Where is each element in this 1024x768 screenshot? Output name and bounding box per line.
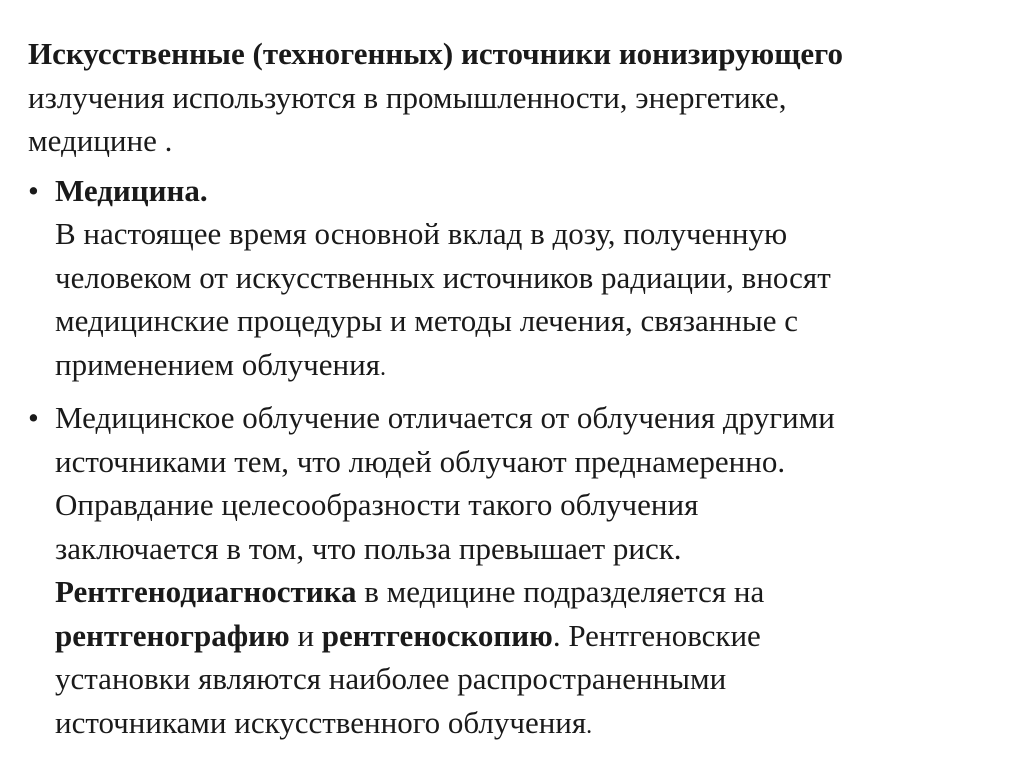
bullet1-line-4-text: применением облучения	[55, 346, 380, 382]
intro-line-2: излучения используются в промышленности, энергетике,	[28, 79, 787, 115]
intro-line-1	[28, 32, 998, 76]
bullet1-line-3: медицинские процедуры и методы лечения, связанные с	[55, 303, 798, 338]
bullet1-end-period: .	[379, 354, 386, 381]
intro-bold-lead: Искусственные (техногенных) источники ионизирующего	[28, 36, 843, 71]
medicine-heading: Медицина.	[55, 172, 208, 208]
bullet2-line-8-text: источниками искусственного облучения	[55, 704, 587, 740]
term-fluoroscopy: рентгеноскопию	[321, 617, 553, 653]
term-radiodiagnostics: Рентгенодиагностика	[55, 574, 357, 609]
bullet-item-medicine	[28, 169, 998, 391]
bullet2-line-2: источниками тем, что людей облучают преднамеренно.	[55, 443, 786, 479]
bullet-item-exposure	[28, 396, 998, 748]
bullet2-line-6-mid: и	[289, 617, 322, 653]
bullet2-line-6-rest: . Рентгеновские	[552, 617, 761, 653]
bullet-dot-icon: •	[28, 400, 39, 435]
bullet2-end-period: .	[586, 712, 593, 739]
bullet2-line-6	[55, 614, 998, 658]
bullet1-line-2: человеком от искусственных источников радиации, вносят	[55, 259, 831, 295]
bullet2-line-4: заключается в том, что польза превышает риск.	[55, 530, 682, 566]
bullet2-line-5-rest: в медицине подразделяется на	[356, 574, 765, 609]
bullet2-line-5	[55, 570, 998, 614]
slide-content	[28, 32, 998, 754]
bullet2-line-3: Оправдание целесообразности такого облучения	[55, 487, 699, 522]
bullet1-line-4	[55, 343, 998, 391]
intro-line-3: медицине .	[28, 123, 173, 158]
bullet2-line-1: Медицинское облучение отличается от облучения другими	[55, 400, 835, 435]
bullet-heading	[55, 169, 998, 213]
bullet2-line-7: установки являются наиболее распространенными	[55, 661, 727, 696]
intro-paragraph	[28, 32, 998, 163]
bullet1-line-1: В настоящее время основной вклад в дозу, полученную	[55, 216, 788, 251]
term-radiography: рентгенографию	[55, 617, 290, 653]
bullet2-line-8	[55, 701, 998, 749]
bullet-list	[28, 169, 998, 749]
bullet-dot-icon: •	[28, 172, 39, 208]
